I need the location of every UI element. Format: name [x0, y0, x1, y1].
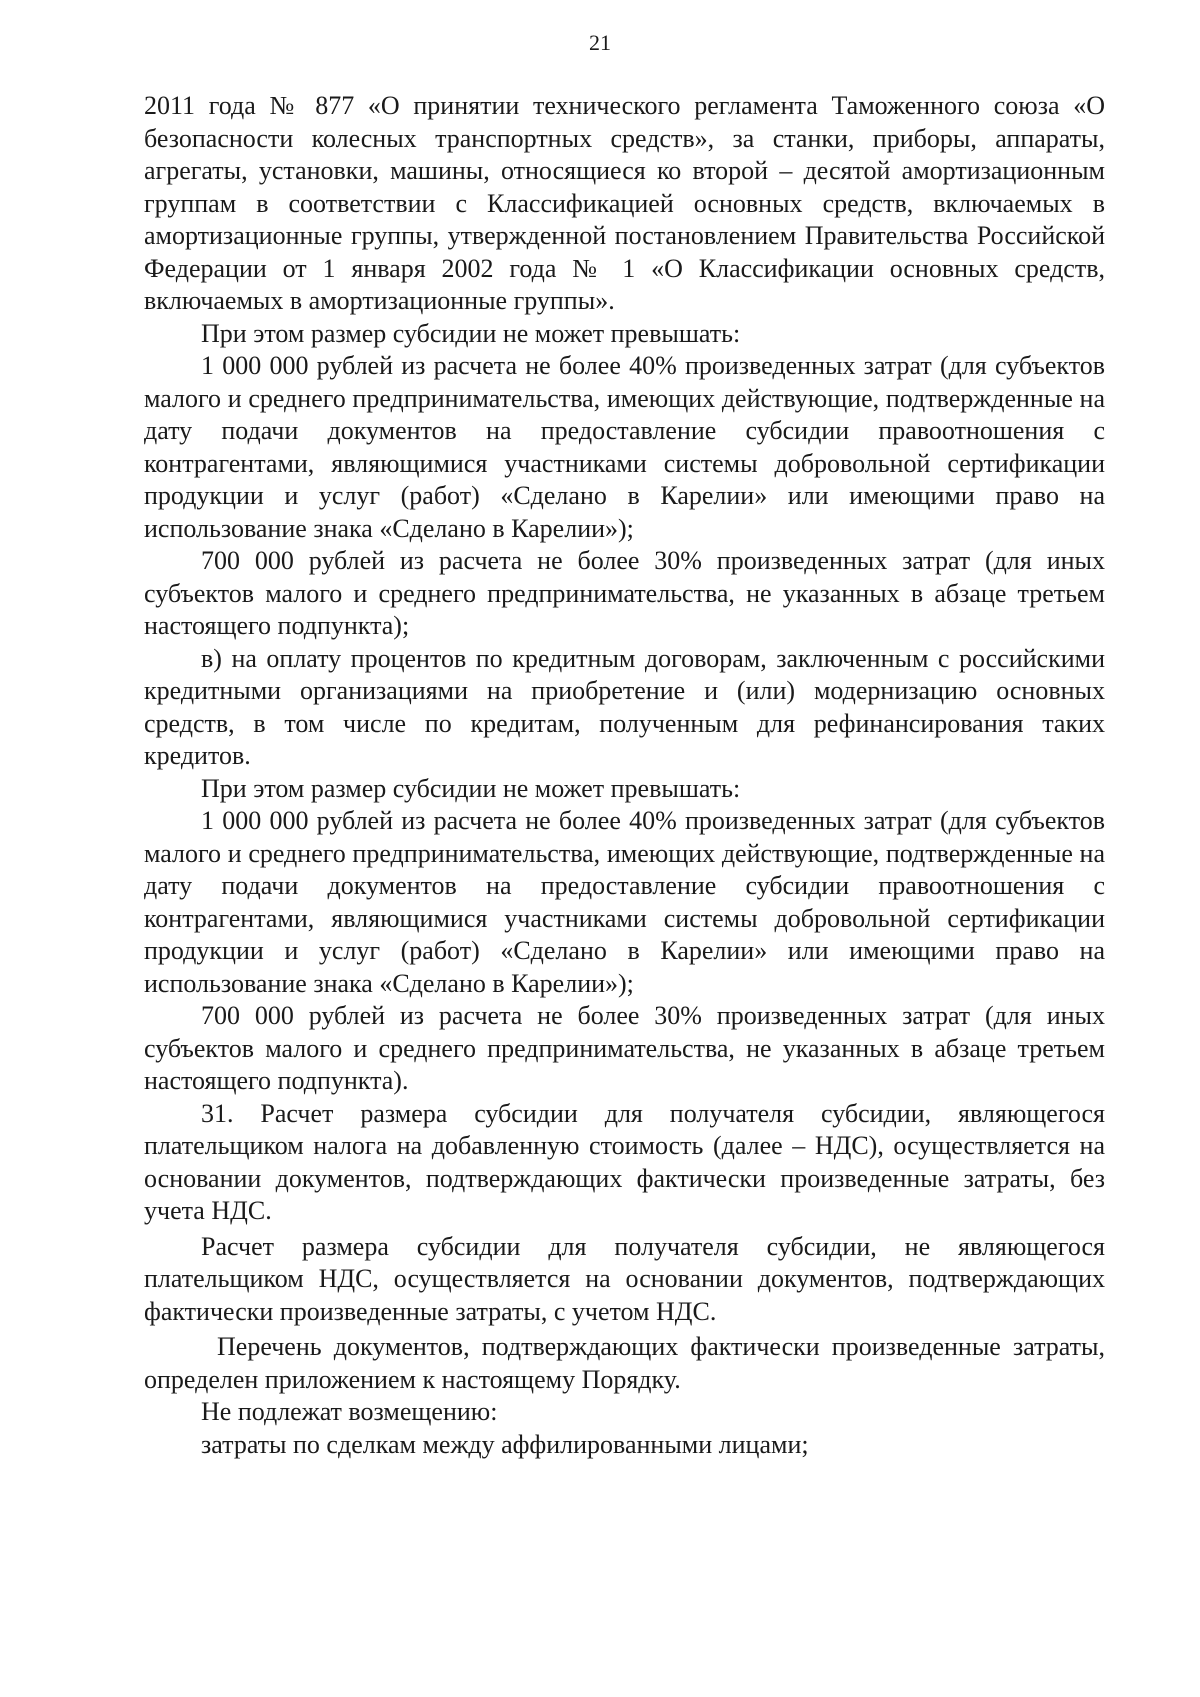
paragraph-limit-40-percent-2: 1 000 000 рублей из расчета не более 40% произведенных затрат (для субъектов малого и среднего предпринимательства, имеющих действующие, подтвержденные на дату подачи документов на предоставление субсидии правоотношения с контрагентами, являющимися участниками системы добровольной сертификации продукции и услуг (работ) «Сделано в Карелии» или имеющими право на использование знака «Сделано в Карелии»); [144, 806, 1105, 998]
paragraph-documents-list: Перечень документов, подтверждающих фактически произведенные затраты, определен приложением к настоящему Порядку. [144, 1332, 1105, 1394]
paragraph-not-reimbursable: Не подлежат возмещению: [201, 1397, 498, 1426]
paragraph-limit-40-percent: 1 000 000 рублей из расчета не более 40% произведенных затрат (для субъектов малого и среднего предпринимательства, имеющих действующие, подтвержденные на дату подачи документов на предоставление субсидии правоотношения с контрагентами, являющимися участниками системы добровольной сертификации продукции и услуг (работ) «Сделано в Карелии» или имеющими право на использование знака «Сделано в Карелии»); [144, 351, 1105, 543]
document-body [144, 90, 1105, 1461]
page-number: 21 [589, 30, 611, 55]
paragraph-item-v-credit-interest: в) на оплату процентов по кредитным договорам, заключенным с российскими кредитными организациями на приобретение и (или) модернизацию основных средств, в том числе по кредитам, полученным для рефинансирования таких кредитов. [144, 643, 1105, 770]
paragraph-subsidy-limit-intro-2: При этом размер субсидии не может превышать: [201, 773, 741, 803]
paragraph-subsidy-limit-intro: При этом размер субсидии не может превышать: [201, 318, 741, 348]
paragraph-non-vat-payer: Расчет размера субсидии для получателя субсидии, не являющегося плательщиком НДС, осуществляется на основании документов, подтверждающих фактически произведенные затраты, с учетом НДС. [144, 1231, 1105, 1326]
paragraph-limit-30-percent-2: 700 000 рублей из расчета не более 30% произведенных затрат (для иных субъектов малого и среднего предпринимательства, не указанных в абзаце третьем настоящего подпункта). [144, 1001, 1105, 1095]
paragraph-item-31-vat-payer: 31. Расчет размера субсидии для получателя субсидии, являющегося плательщиком налога на добавленную стоимость (далее – НДС), осуществляется на основании документов, подтверждающих фактически произведенные затраты, без учета НДС. [144, 1098, 1105, 1225]
paragraph-continuation: 2011 года № 877 «О принятии технического регламента Таможенного союза «О безопасности колесных транспортных средств», за станки, приборы, аппараты, агрегаты, установки, машины, относящиеся ко второй – десятой амортизационным группам в соответствии с Классификацией основных средств, включаемых в амортизационные группы, утвержденной постановлением Правительства Российской Федерации от 1 января 2002 года № 1 «О Классификации основных средств, включаемых в амортизационные группы». [144, 91, 1105, 315]
paragraph-limit-30-percent: 700 000 рублей из расчета не более 30% произведенных затрат (для иных субъектов малого и среднего предпринимательства, не указанных в абзаце третьем настоящего подпункта); [144, 546, 1105, 640]
paragraph-affiliated-costs: затраты по сделкам между аффилированными лицами; [201, 1429, 809, 1459]
